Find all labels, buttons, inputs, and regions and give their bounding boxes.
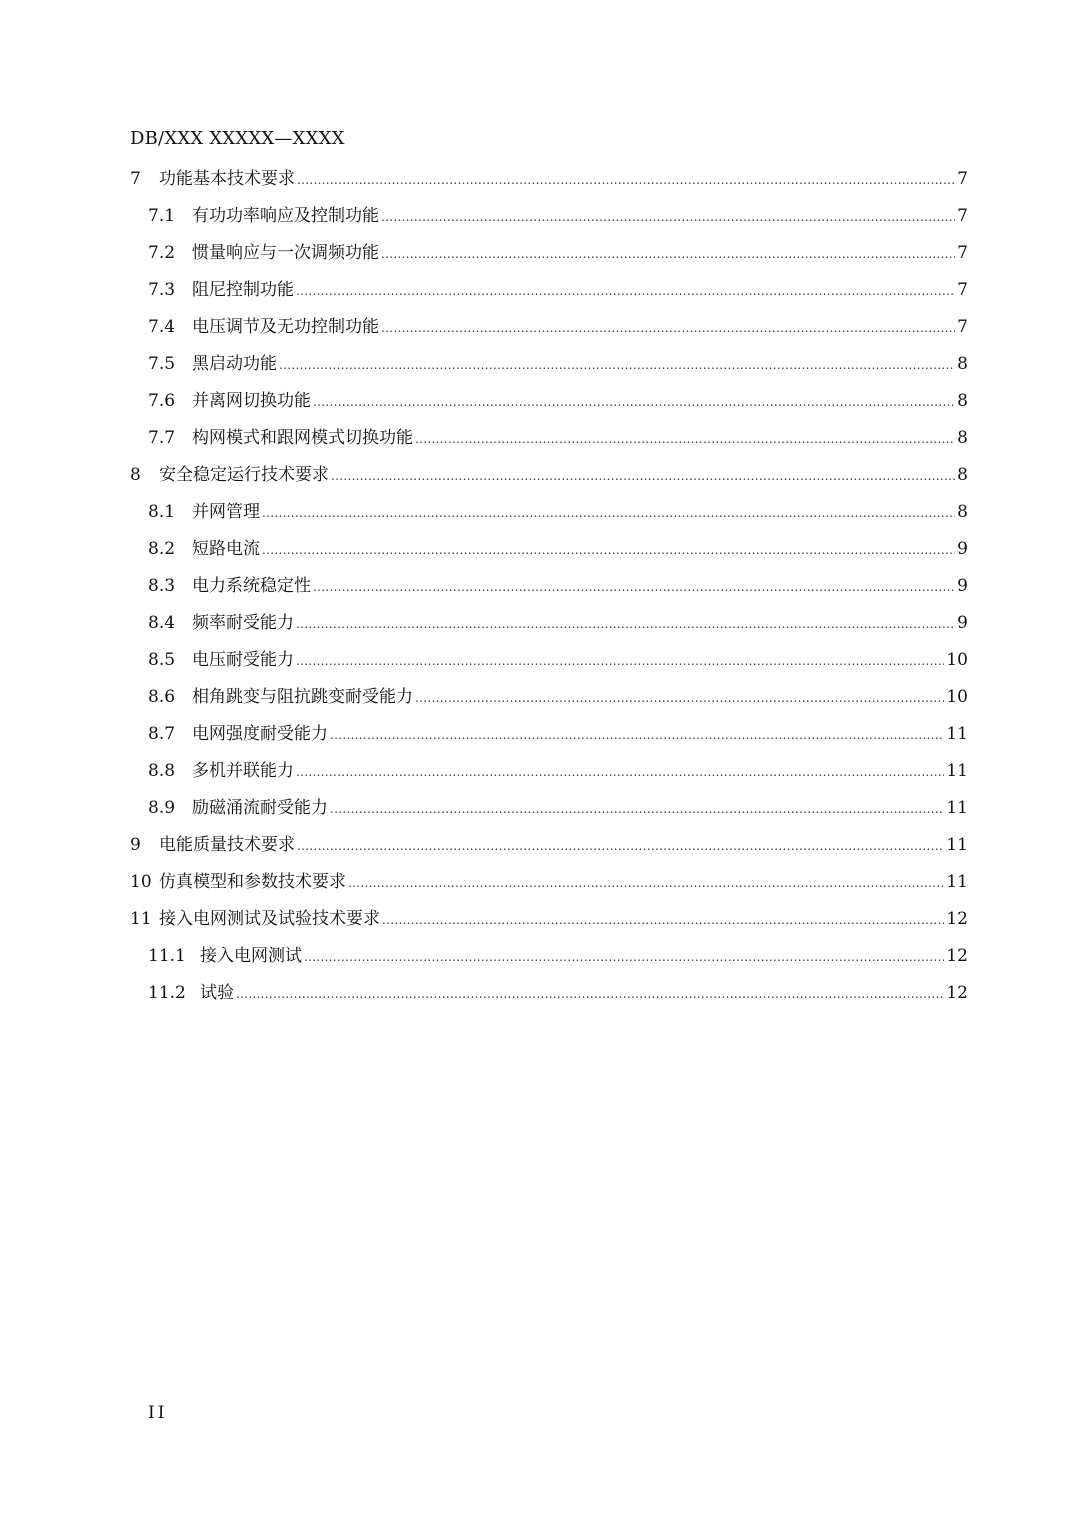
toc-entry[interactable] [130, 201, 968, 238]
toc-leader-dots [313, 395, 955, 409]
toc-entry-number: 8.7 [148, 724, 176, 744]
toc-entry-page: 12 [946, 983, 968, 1003]
toc-leader-dots [236, 987, 944, 1001]
toc-leader-dots [279, 358, 955, 372]
toc-entry-number: 8.3 [148, 576, 176, 596]
toc-entry-title: 短路电流 [192, 539, 260, 559]
toc-entry[interactable] [130, 460, 968, 497]
toc-entry[interactable] [130, 978, 968, 1015]
toc-entry-number: 11.1 [148, 946, 186, 966]
toc-entry-page: 11 [946, 724, 968, 744]
toc-entry-title: 相角跳变与阻抗跳变耐受能力 [192, 687, 413, 707]
toc-entry-title: 电压调节及无功控制功能 [192, 317, 379, 337]
page-number-footer: II [148, 1403, 168, 1423]
toc-entry-page: 8 [957, 502, 968, 522]
toc-entry[interactable] [130, 941, 968, 978]
toc-entry-number: 8.1 [148, 502, 176, 522]
toc-entry-number: 8.6 [148, 687, 176, 707]
toc-leader-dots [296, 284, 955, 298]
toc-entry[interactable] [130, 830, 968, 867]
toc-entry-title: 构网模式和跟网模式切换功能 [192, 428, 413, 448]
toc-entry-page: 8 [957, 428, 968, 448]
toc-entry-title: 多机并联能力 [192, 761, 294, 781]
toc-leader-dots [313, 580, 955, 594]
toc-entry-page: 8 [957, 465, 968, 485]
toc-leader-dots [296, 617, 955, 631]
toc-entry[interactable] [130, 349, 968, 386]
toc-leader-dots [296, 765, 944, 779]
toc-entry-page: 7 [957, 317, 968, 337]
toc-entry-number: 7.4 [148, 317, 176, 337]
toc-leader-dots [415, 691, 944, 705]
toc-entry[interactable] [130, 571, 968, 608]
toc-entry-title: 电压耐受能力 [192, 650, 294, 670]
toc-entry[interactable] [130, 275, 968, 312]
toc-leader-dots [381, 321, 955, 335]
toc-entry[interactable] [130, 238, 968, 275]
toc-leader-dots [348, 876, 944, 890]
toc-entry-page: 12 [946, 909, 968, 929]
table-of-contents [130, 164, 968, 1015]
toc-leader-dots [331, 469, 955, 483]
toc-entry-page: 11 [946, 872, 968, 892]
toc-entry-number: 11.2 [148, 983, 186, 1003]
toc-entry[interactable] [130, 534, 968, 571]
toc-entry[interactable] [130, 904, 968, 941]
toc-entry-page: 7 [957, 169, 968, 189]
toc-entry[interactable] [130, 682, 968, 719]
toc-entry-title: 励磁涌流耐受能力 [192, 798, 328, 818]
toc-entry-title: 并网管理 [192, 502, 260, 522]
toc-leader-dots [415, 432, 955, 446]
toc-leader-dots [296, 654, 944, 668]
toc-entry-title: 电能质量技术要求 [159, 835, 295, 855]
toc-entry-title: 频率耐受能力 [192, 613, 294, 633]
toc-entry-page: 8 [957, 354, 968, 374]
toc-entry-page: 12 [946, 946, 968, 966]
toc-leader-dots [297, 173, 955, 187]
toc-entry-title: 接入电网测试 [200, 946, 302, 966]
toc-leader-dots [381, 210, 955, 224]
toc-entry-page: 7 [957, 280, 968, 300]
toc-leader-dots [330, 728, 944, 742]
document-code-header: DB/XXX XXXXX—XXXX [130, 128, 345, 149]
toc-entry-title: 仿真模型和参数技术要求 [159, 872, 346, 892]
toc-entry-page: 9 [957, 576, 968, 596]
toc-leader-dots [297, 839, 944, 853]
toc-leader-dots [330, 802, 944, 816]
toc-entry-number: 8.9 [148, 798, 176, 818]
toc-entry-page: 7 [957, 206, 968, 226]
toc-entry[interactable] [130, 497, 968, 534]
toc-entry-number: 7.2 [148, 243, 176, 263]
toc-leader-dots [382, 913, 944, 927]
toc-entry-number: 9 [130, 835, 141, 855]
toc-entry-title: 惯量响应与一次调频功能 [192, 243, 379, 263]
toc-entry-page: 11 [946, 761, 968, 781]
toc-entry-title: 安全稳定运行技术要求 [159, 465, 329, 485]
toc-leader-dots [304, 950, 944, 964]
toc-entry-page: 9 [957, 539, 968, 559]
toc-entry-page: 11 [946, 798, 968, 818]
toc-entry-page: 8 [957, 391, 968, 411]
toc-entry-number: 7.5 [148, 354, 176, 374]
toc-entry-title: 电力系统稳定性 [192, 576, 311, 596]
toc-entry-number: 8 [130, 465, 141, 485]
toc-entry-number: 10 [130, 872, 152, 892]
toc-entry-page: 9 [957, 613, 968, 633]
toc-entry-title: 有功功率响应及控制功能 [192, 206, 379, 226]
toc-entry-title: 电网强度耐受能力 [192, 724, 328, 744]
toc-entry-page: 10 [946, 687, 968, 707]
toc-entry-number: 7.1 [148, 206, 176, 226]
toc-entry[interactable] [130, 386, 968, 423]
toc-entry-number: 7 [130, 169, 141, 189]
toc-entry-number: 7.7 [148, 428, 176, 448]
toc-entry[interactable] [130, 756, 968, 793]
toc-entry[interactable] [130, 164, 968, 201]
toc-leader-dots [381, 247, 955, 261]
toc-entry[interactable] [130, 793, 968, 830]
toc-entry[interactable] [130, 423, 968, 460]
toc-entry-number: 8.8 [148, 761, 176, 781]
toc-entry-page: 10 [946, 650, 968, 670]
toc-leader-dots [262, 543, 955, 557]
toc-entry-title: 功能基本技术要求 [159, 169, 295, 189]
toc-entry-page: 11 [946, 835, 968, 855]
toc-entry-number: 8.4 [148, 613, 176, 633]
toc-entry-title: 并离网切换功能 [192, 391, 311, 411]
toc-entry-number: 8.5 [148, 650, 176, 670]
toc-entry[interactable] [130, 645, 968, 682]
toc-entry-title: 接入电网测试及试验技术要求 [159, 909, 380, 929]
toc-entry-title: 试验 [200, 983, 234, 1003]
toc-entry-number: 8.2 [148, 539, 176, 559]
toc-leader-dots [262, 506, 955, 520]
toc-entry-number: 7.3 [148, 280, 176, 300]
toc-entry[interactable] [130, 608, 968, 645]
toc-entry[interactable] [130, 312, 968, 349]
toc-entry-page: 7 [957, 243, 968, 263]
toc-entry-title: 阻尼控制功能 [192, 280, 294, 300]
toc-entry-number: 7.6 [148, 391, 176, 411]
toc-entry-number: 11 [130, 909, 152, 929]
toc-entry[interactable] [130, 719, 968, 756]
toc-entry[interactable] [130, 867, 968, 904]
toc-entry-title: 黑启动功能 [192, 354, 277, 374]
